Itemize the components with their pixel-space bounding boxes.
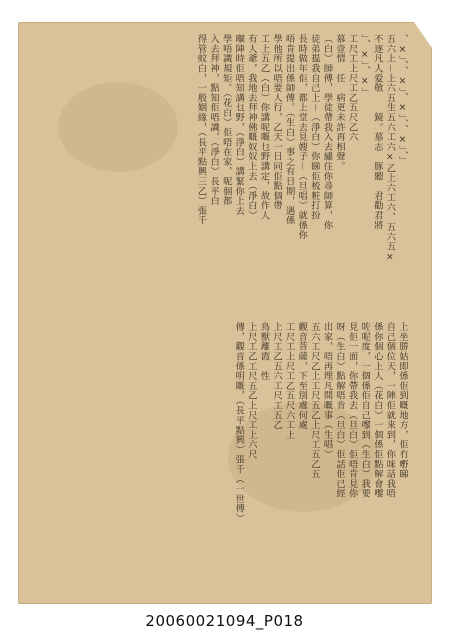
text-line: 學他所以唔要人行，乙天一日同佢點個帶 xyxy=(271,34,283,211)
text-line: 係你個心上人（花白）一個係佢點解會嚟 xyxy=(371,322,383,499)
text-line: 觀音菩薩，下至別處何處 xyxy=(296,322,308,430)
text-line: 」、×」、×」 xyxy=(359,34,371,97)
text-line: 不逐凡人爱敬 鏡。墓志 豚聽 君勸君將 xyxy=(371,34,383,230)
text-line: 上尺工乙工尺五乙上尺工上六尺 xyxy=(245,322,257,460)
text-line: 工尺工上尺工乙五尺六工上 xyxy=(283,322,295,440)
text-line: 鳥獸離霞 性 xyxy=(258,322,270,381)
text-line: 慕壹情 任 病更未許再相聲。 xyxy=(334,34,346,172)
text-line: 入去拜神，點知佢唔識，（淨白）長平白 xyxy=(208,34,220,206)
text-line: 唔肯提出係師傅。（生白）事之有日期，遇係 xyxy=(283,34,295,226)
text-line: 出家，唔再理凡間嘅事（生唱） xyxy=(321,322,333,460)
text-line: 自己個位天，一陣佢就來到，你咪話我唔 xyxy=(384,322,396,499)
text-line: 咗呢度，一個係佢自己嚟到（生白）我要 xyxy=(359,322,371,499)
text-line: （白）師傅，學徒帶我入去繡住你尋師算，你 xyxy=(321,34,333,230)
text-line: 工尺工上尺工乙五尺乙六 xyxy=(346,34,358,142)
upper-text-block xyxy=(48,34,408,294)
text-line: 學唔識規矩。（花白）佢唔在家，呢個都 xyxy=(220,34,232,206)
lower-text-block xyxy=(48,322,408,582)
text-line: 有人爺，我地去拜神佛嘅奴奴上去（淨白） xyxy=(245,34,257,221)
folded-corner xyxy=(414,22,432,48)
text-line: 呀（生白）點解唔肯（旦白）佢話佢已經 xyxy=(334,322,346,499)
text-line: 上坐勝姑即係佢到嘅地方，佢冇嘢睇 xyxy=(397,322,408,479)
text-line: 徒弟揾我自己上－（淨白）你睇佢梳粧打扮 xyxy=(308,34,320,221)
text-line: 上尺工乙五六工尺工五乙 xyxy=(271,322,283,430)
image-caption: 20060021094_P018 xyxy=(145,612,304,630)
text-line: 、×」、、×」、×」、、×」、」 xyxy=(397,34,408,166)
text-line: 五六工尺乙上工尺五乙上尺工五乙五 xyxy=(308,322,320,479)
text-line: 得管蚊白，一般姻緣，（長平點興三乙）張千 xyxy=(195,34,207,226)
text-line: 工上五乙（白）你講呢嘅乜野講定，故作人 xyxy=(258,34,270,221)
text-line: 五六上－上六五生五六工六×乙上六工六、五六五× xyxy=(384,34,396,263)
document-page xyxy=(18,22,432,604)
text-line: 嗰陣時佢唔知講乜野，（淨白）講緊你上去 xyxy=(233,34,245,216)
text-line: 見佢一面，你帶我去（旦白）佢唔肯見你 xyxy=(346,322,358,499)
text-line: 長時做年佢，都上堂去見嫂子－（旦唱）就係你 xyxy=(296,34,308,240)
text-line: 傳，觀音係明嘅，（長平點興）張千（一世傳） xyxy=(233,322,245,524)
